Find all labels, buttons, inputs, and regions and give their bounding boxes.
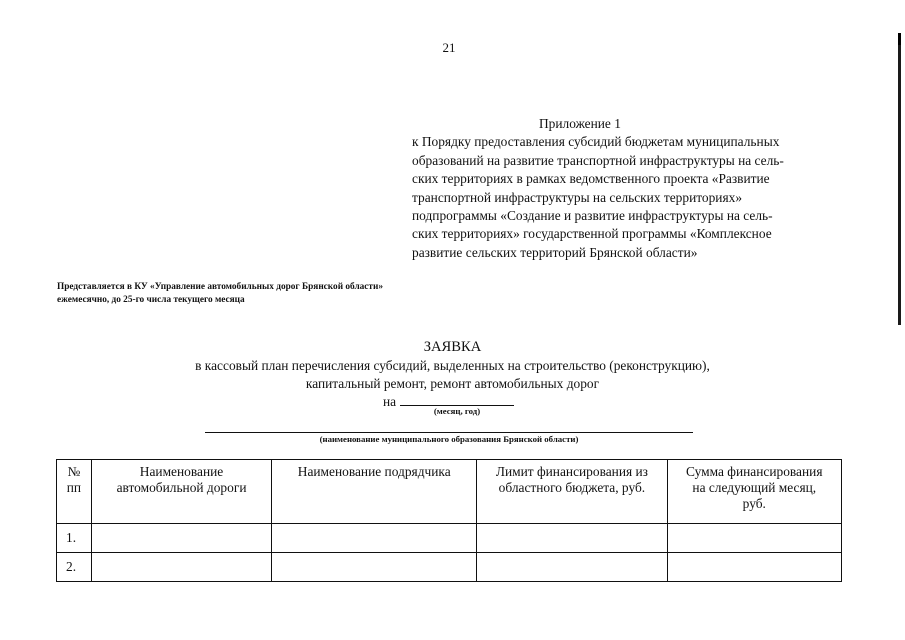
submission-note xyxy=(57,281,383,306)
appendix-line: ских территориях» государственной программы «Комплексное xyxy=(412,226,772,242)
header-line: на следующий месяц, xyxy=(692,480,817,495)
header-road-name xyxy=(91,460,271,524)
cell-contractor xyxy=(272,524,477,553)
cell-limit xyxy=(477,553,667,582)
cell-amount xyxy=(667,553,841,582)
submission-note-line: ежемесячно, до 25-го числа текущего месяца xyxy=(57,294,245,305)
request-table xyxy=(56,459,842,582)
header-line: Наименование xyxy=(139,464,224,479)
header-line: Сумма финансирования xyxy=(686,464,823,479)
cell-contractor xyxy=(272,553,477,582)
table-row xyxy=(57,524,842,553)
month-blank-line xyxy=(400,393,514,406)
submission-note-line: Представляется в КУ «Управление автомобильных дорог Брянской области» xyxy=(57,282,384,292)
scan-edge-mark xyxy=(898,33,901,45)
page-number: 21 xyxy=(442,40,456,55)
request-title: ЗАЯВКА xyxy=(423,339,482,355)
appendix-title: Приложение 1 xyxy=(539,116,621,131)
appendix-block xyxy=(412,115,852,262)
cell-limit xyxy=(477,524,667,553)
appendix-line: к Порядку предоставления субсидий бюджетам муниципальных xyxy=(412,134,780,150)
header-line: автомобильной дороги xyxy=(116,480,247,495)
appendix-line: образований на развитие транспортной инфраструктуры на сель- xyxy=(412,152,784,168)
municipality-blank-line xyxy=(205,432,693,433)
header-line: Лимит финансирования из xyxy=(495,464,648,479)
request-subtitle-line: капитальный ремонт, ремонт автомобильных дорог xyxy=(305,376,600,392)
row-number: 1. xyxy=(57,524,92,553)
appendix-line: ских территориях в рамках ведомственного проекта «Развитие xyxy=(412,171,770,187)
header-line: пп xyxy=(66,480,82,495)
header-line: руб. xyxy=(742,496,766,511)
appendix-line: транспортной инфраструктуры на сельских территориях» xyxy=(412,189,743,205)
header-number xyxy=(57,460,92,524)
appendix-line: развитие сельских территорий Брянской области» xyxy=(412,244,698,260)
scan-edge-line xyxy=(898,33,901,325)
cell-road xyxy=(91,553,271,582)
cell-amount xyxy=(667,524,841,553)
header-line: № xyxy=(67,464,81,479)
header-contractor xyxy=(272,460,477,524)
header-funding-amount xyxy=(667,460,841,524)
row-number: 2. xyxy=(57,553,92,582)
header-funding-limit xyxy=(477,460,667,524)
header-line: областного бюджета, руб. xyxy=(498,480,646,495)
request-subtitle-line: в кассовый план перечисления субсидий, выделенных на строительство (реконструкцию), xyxy=(195,358,710,373)
cell-road xyxy=(91,524,271,553)
table-row xyxy=(57,553,842,582)
month-prefix: на xyxy=(383,394,397,409)
month-caption: (месяц, год) xyxy=(433,406,481,416)
municipality-caption: (наименование муниципального образования Брянской области) xyxy=(319,434,579,444)
table-header-row xyxy=(57,460,842,524)
header-line: Наименование подрядчика xyxy=(297,464,451,479)
appendix-line: подпрограммы «Создание и развитие инфраструктуры на сель- xyxy=(412,208,773,224)
request-subtitle xyxy=(0,357,905,394)
